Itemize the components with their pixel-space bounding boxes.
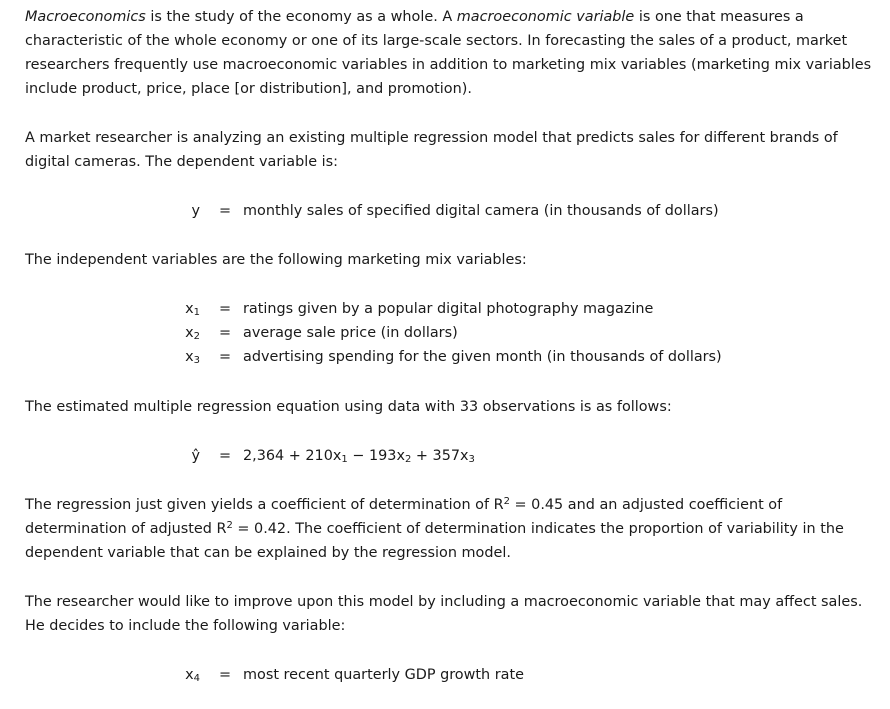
determination-paragraph: The regression just given yields a coefficient of determination of $R^2 = 0.45$ and an adjusted coefficient of determination of adjusted $R^2 = 0.42$. The coefficient of determination indicates the proportion of variability in the dependent variable that can be explained by the regression model. [25, 496, 844, 561]
variable-symbol: $x_2$ [185, 325, 200, 342]
equals-sign: = [219, 667, 232, 683]
dependent-intro-paragraph: A market researcher is analyzing an existing multiple regression model that predicts sales for different brands of digital cameras. The dependent variable is: [25, 130, 838, 170]
equals-sign: = [219, 301, 232, 317]
independent-variable-row [0, 297, 890, 321]
dependent-variable-row [0, 199, 890, 223]
dependent-definition: monthly sales of specified digital camera (in thousands of dollars) [243, 203, 719, 219]
intro-text-2: is one that measures a characteristic of the whole economy or one of its large-scale sectors. In forecasting the sales of a product, market researchers frequently use macroeconomic variables in addition to marketing mix variables (marketing mix variables include product, price, place [or distribution], and promotion). [25, 9, 872, 97]
new-variable-row [0, 663, 890, 687]
equals-sign: = [219, 349, 232, 365]
variable-symbol: $x_3$ [185, 349, 200, 366]
independent-intro-paragraph: The independent variables are the following marketing mix variables: [25, 252, 527, 268]
variable-definition: ratings given by a popular digital photography magazine [243, 301, 654, 317]
variable-definition: most recent quarterly GDP growth rate [243, 667, 524, 683]
variable-symbol: $x_4$ [185, 667, 200, 684]
intro-paragraph [25, 5, 881, 101]
equals-sign: = [219, 203, 232, 219]
predicted-y-symbol: ŷ [191, 448, 200, 464]
variable-symbol: $x_1$ [185, 301, 200, 318]
equals-sign: = [219, 325, 232, 341]
variable-definition: advertising spending for the given month (in thousands of dollars) [243, 349, 722, 365]
variable-definition: average sale price (in dollars) [243, 325, 458, 341]
dependent-symbol: y [191, 203, 200, 219]
regression-equation-row [0, 444, 890, 468]
term-macroeconomics: Macroeconomics [25, 9, 146, 25]
equals-sign: = [219, 448, 232, 464]
equation-intro-paragraph: The estimated multiple regression equation using data with 33 observations is as follows: [25, 399, 672, 415]
regression-equation: $2,364 + 210x_1 - 193x_2 + 357x_3$ [243, 448, 475, 465]
term-macroeconomic-variable: macroeconomic variable [456, 9, 635, 25]
improvement-paragraph: The researcher would like to improve upon this model by including a macroeconomic variable that may affect sales. He decides to include the following variable: [25, 594, 863, 634]
independent-variable-row [0, 321, 890, 345]
independent-variable-row [0, 345, 890, 369]
intro-text-1: is the study of the economy as a whole. A [145, 9, 457, 25]
